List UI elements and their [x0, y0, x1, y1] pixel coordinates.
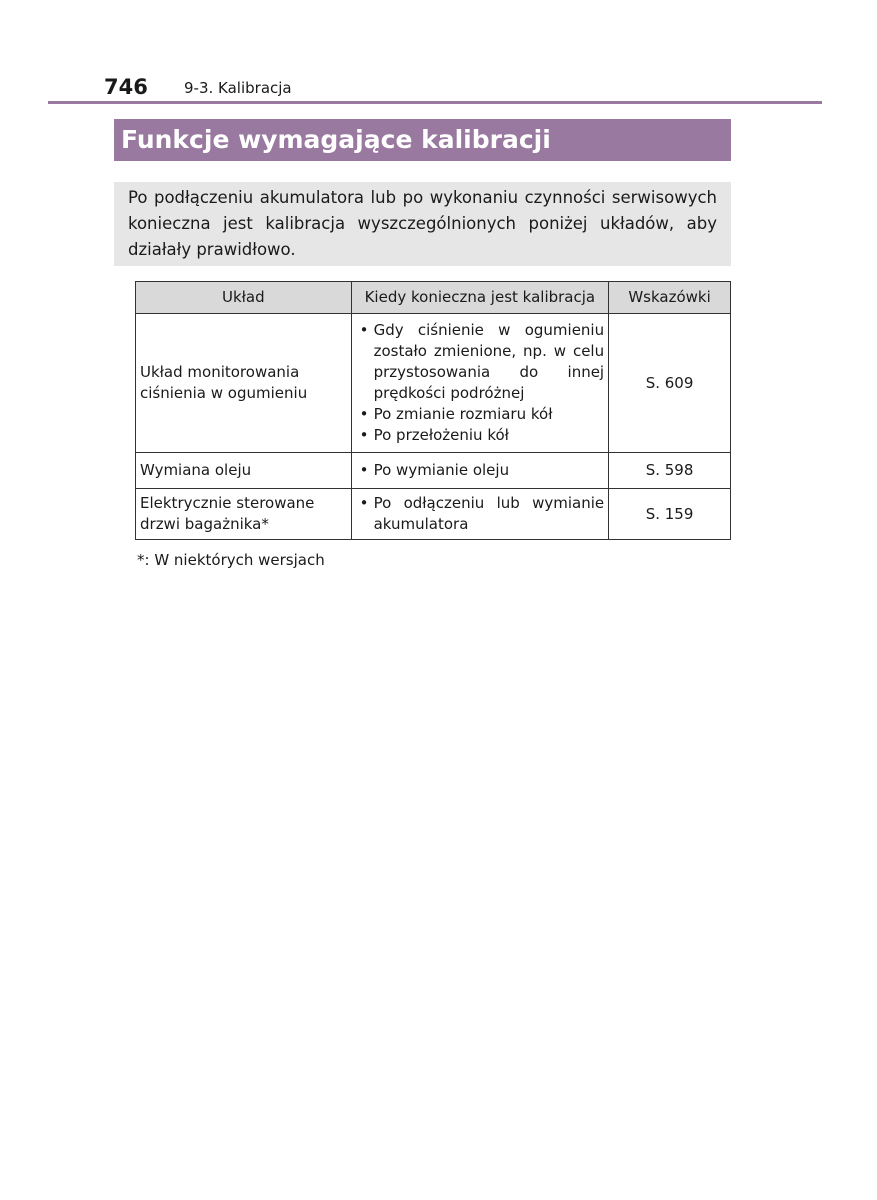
- section-reference: 9-3. Kalibracja: [184, 79, 292, 97]
- section-title-bar: [114, 119, 731, 161]
- intro-text: Po podłączeniu akumulatora lub po wykonaniu czynności serwisowych konieczna jest kalibracja wyszczególnionych poniżej układów, aby działały prawidłowo.: [128, 188, 717, 259]
- condition-item: • Gdy ciśnienie w ogumieniu zostało zmienione, np. w celu przystosowania do innej prędkości podróżnej: [356, 320, 605, 404]
- footnote: *: W niektórych wersjach: [137, 551, 325, 569]
- system-cell: Elektrycznie sterowane drzwi bagażnika*: [136, 489, 352, 540]
- table-row: [136, 489, 731, 540]
- table-row: [136, 453, 731, 489]
- condition-list: [356, 320, 605, 446]
- page-header: [104, 74, 822, 104]
- page-number: 746: [104, 75, 148, 99]
- condition-list: [356, 493, 605, 535]
- condition-item: • Po przełożeniu kół: [356, 425, 605, 446]
- when-cell: [351, 314, 609, 453]
- when-cell: [351, 489, 609, 540]
- table-header-row: [136, 282, 731, 314]
- condition-list: [356, 460, 605, 481]
- header-reference: Wskazówki: [609, 282, 731, 314]
- intro-box: [114, 182, 731, 266]
- calibration-table: [135, 281, 731, 540]
- when-cell: [351, 453, 609, 489]
- condition-item: • Po zmianie rozmiaru kół: [356, 404, 605, 425]
- section-title: Funkcje wymagające kalibracji: [121, 125, 551, 154]
- header-rule: [48, 101, 822, 104]
- page-reference: S. 609: [609, 314, 731, 453]
- condition-item: • Po wymianie oleju: [356, 460, 605, 481]
- header-system: Układ: [136, 282, 352, 314]
- page-reference: S. 159: [609, 489, 731, 540]
- header-when: Kiedy konieczna jest kalibracja: [351, 282, 609, 314]
- condition-item: • Po odłączeniu lub wymianie akumulatora: [356, 493, 605, 535]
- system-cell: Wymiana oleju: [136, 453, 352, 489]
- system-cell: Układ monitorowania ciśnienia w ogumieniu: [136, 314, 352, 453]
- page-reference: S. 598: [609, 453, 731, 489]
- table-row: [136, 314, 731, 453]
